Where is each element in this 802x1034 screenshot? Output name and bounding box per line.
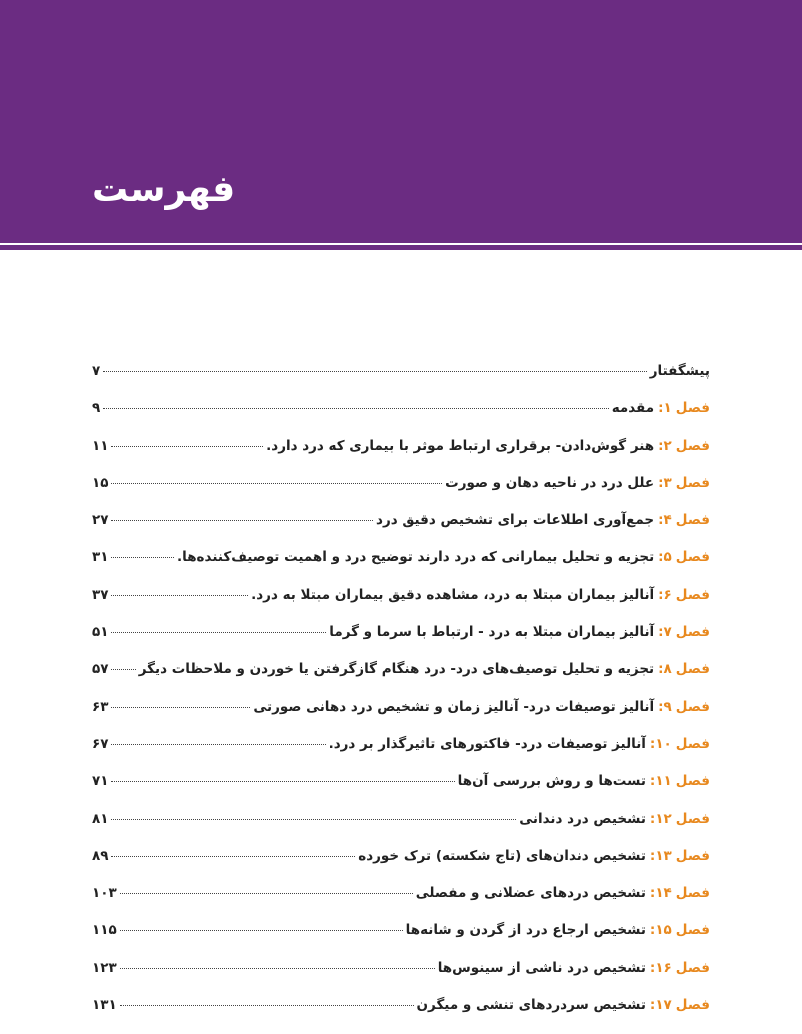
toc-entry-title: تشخیص دردهای عضلانی و مفصلی [415,885,646,902]
chapter-word: فصل [675,474,710,491]
toc-entry-label [253,699,710,715]
toc-entry-title: تجزیه و تحلیل بیمارانی که درد دارند توضیح درد و اهمیت توصیف‌کننده‌ها. [177,549,655,566]
chapter-number: ۳ [663,474,672,491]
page-number: ۸۱ [92,810,109,827]
page-number: ۱۱ [92,437,109,454]
chapter-word: فصل [675,437,710,454]
toc-entry[interactable] [92,773,710,810]
toc-entry-label [376,512,710,528]
chapter-separator: : [658,400,664,417]
page-number: ۷ [92,363,101,379]
toc-entry-label [177,549,710,565]
toc-entry-label [438,960,710,976]
toc-entry-title: تشخیص سردردهای تنشی و میگرن [416,997,646,1014]
toc-entry-title: تجزیه و تحلیل توصیف‌های درد- درد هنگام گازگرفتن یا خوردن و ملاحظات دیگر [138,661,655,678]
toc-entry-title: تست‌ها و روش بررسی آن‌ها [457,773,646,790]
chapter-word: فصل [675,698,710,715]
page-number: ۷۱ [92,773,109,790]
chapter-separator: : [649,922,656,939]
dot-leader [111,632,326,633]
toc-entry[interactable] [92,400,710,437]
toc-entry-label [416,885,710,901]
toc-entry-label [612,400,710,416]
toc-entry-label [329,624,710,640]
page-number: ۳۱ [92,549,109,566]
chapter-number: ۱۱ [655,773,672,790]
header-band-edge [0,245,802,250]
chapter-separator: : [649,847,656,864]
chapter-word: فصل [675,847,710,864]
toc-entry[interactable] [92,960,710,997]
chapter-word: فصل [675,997,710,1014]
dot-leader [111,446,263,447]
chapter-word: فصل [675,661,710,678]
chapter-word: فصل [675,586,710,603]
chapter-word: فصل [675,810,710,827]
toc-entry-label [266,438,710,454]
toc-entry-label [417,997,710,1013]
toc-entry-title: پیشگفتار [649,363,710,379]
page-number: ۹ [92,400,101,417]
toc-entry-title: تشخیص درد ناشی از سینوس‌ها [437,959,646,976]
toc-entry-title: آنالیز بیماران مبتلا به درد، مشاهده دقیق بیماران مبتلا به درد. [251,586,655,603]
toc-entry[interactable] [92,736,710,773]
dot-leader [111,557,174,558]
chapter-number: ۱۵ [655,922,672,939]
toc-entry[interactable] [92,848,710,885]
toc-entry-title: جمع‌آوری اطلاعات برای تشخیص دقیق درد [376,512,655,529]
toc-entry-label [650,363,710,379]
toc-entry[interactable] [92,661,710,698]
chapter-word: فصل [675,735,710,752]
toc-entry[interactable] [92,997,710,1034]
dot-leader [120,893,413,894]
dot-leader [120,930,403,931]
toc-entry-label [519,811,710,827]
page-number: ۸۹ [92,847,109,864]
dot-leader [111,819,516,820]
page-number: ۵۷ [92,661,109,678]
chapter-separator: : [649,959,656,976]
toc-entry-label [445,475,710,491]
chapter-number: ۸ [663,661,672,678]
chapter-word: فصل [675,400,710,417]
chapter-word: فصل [675,773,710,790]
chapter-word: فصل [675,885,710,902]
dot-leader [111,707,250,708]
page-number: ۳۷ [92,586,109,603]
chapter-separator: : [658,512,664,529]
dot-leader [120,1005,414,1006]
page-number: ۶۷ [92,735,109,752]
toc-entry-title: مقدمه [611,400,655,417]
dot-leader [111,781,454,782]
toc-entry[interactable] [92,699,710,736]
chapter-number: ۶ [663,586,672,603]
chapter-number: ۱۴ [655,885,672,902]
chapter-number: ۱۶ [655,959,672,976]
toc-entry-title: هنر گوش‌دادن- برقراری ارتباط موثر با بیماری که درد دارد. [266,437,655,454]
toc-entry-title: آنالیز بیماران مبتلا به درد - ارتباط با سرما و گرما [329,624,655,641]
toc-entry-title: آنالیز توصیفات درد- فاکتورهای تاثیرگذار بر درد. [328,735,646,752]
page-number: ۱۵ [92,474,109,491]
toc-entry-title: تشخیص درد دندانی [519,810,646,827]
toc-entry-label [251,587,710,603]
page-number: ۱۲۳ [92,959,117,976]
toc-entry[interactable] [92,549,710,586]
page-number: ۱۰۳ [92,885,117,902]
dot-leader [103,408,608,409]
chapter-separator: : [658,698,664,715]
table-of-contents [92,363,710,1034]
dot-leader [120,968,435,969]
dot-leader [111,669,135,670]
dot-leader [111,595,248,596]
chapter-number: ۵ [663,549,672,566]
page-number: ۲۷ [92,512,109,529]
chapter-word: فصل [675,549,710,566]
chapter-number: ۷ [663,624,672,641]
toc-entry[interactable] [92,587,710,624]
chapter-number: ۱ [663,400,672,417]
chapter-separator: : [649,885,656,902]
page-title: فهرست [92,169,236,210]
page-number: ۵۱ [92,624,109,641]
page-number: ۱۳۱ [92,997,117,1014]
dot-leader [103,371,647,372]
toc-entry[interactable] [92,922,710,959]
chapter-separator: : [658,586,664,603]
toc-entry-label [329,736,710,752]
toc-entry-label [358,848,710,864]
dot-leader [111,520,373,521]
chapter-word: فصل [675,624,710,641]
toc-entry-title: آنالیز توصیفات درد- آنالیز زمان و تشخیص درد دهانی صورتی [253,698,655,715]
toc-entry[interactable] [92,811,710,848]
dot-leader [111,483,442,484]
chapter-number: ۹ [663,698,672,715]
chapter-number: ۴ [663,512,672,529]
toc-entry-title: تشخیص دندان‌های (تاج شکسته) ترک خورده [358,847,646,864]
toc-entry[interactable] [92,512,710,549]
chapter-number: ۱۷ [655,997,672,1014]
chapter-word: فصل [675,922,710,939]
toc-entry[interactable] [92,438,710,475]
page-number: ۱۱۵ [92,922,117,939]
chapter-number: ۱۰ [655,735,672,752]
chapter-number: ۱۲ [655,810,672,827]
chapter-word: فصل [675,512,710,529]
chapter-number: ۲ [663,437,672,454]
chapter-separator: : [658,437,664,454]
toc-entry[interactable] [92,624,710,661]
chapter-separator: : [649,997,656,1014]
toc-entry-label [406,922,710,938]
chapter-word: فصل [675,959,710,976]
chapter-separator: : [658,624,664,641]
chapter-separator: : [649,773,656,790]
chapter-separator: : [649,735,656,752]
toc-entry[interactable] [92,363,710,400]
toc-entry-title: علل درد در ناحیه دهان و صورت [445,474,655,491]
page-number: ۶۳ [92,698,109,715]
chapter-separator: : [658,549,664,566]
toc-entry-label [139,661,710,677]
toc-entry-title: تشخیص ارجاع درد از گردن و شانه‌ها [405,922,646,939]
chapter-separator: : [649,810,656,827]
dot-leader [111,856,355,857]
toc-entry[interactable] [92,885,710,922]
toc-entry-label [458,773,710,789]
chapter-number: ۱۳ [655,847,672,864]
dot-leader [111,744,325,745]
chapter-separator: : [658,474,664,491]
toc-entry[interactable] [92,475,710,512]
chapter-separator: : [658,661,664,678]
